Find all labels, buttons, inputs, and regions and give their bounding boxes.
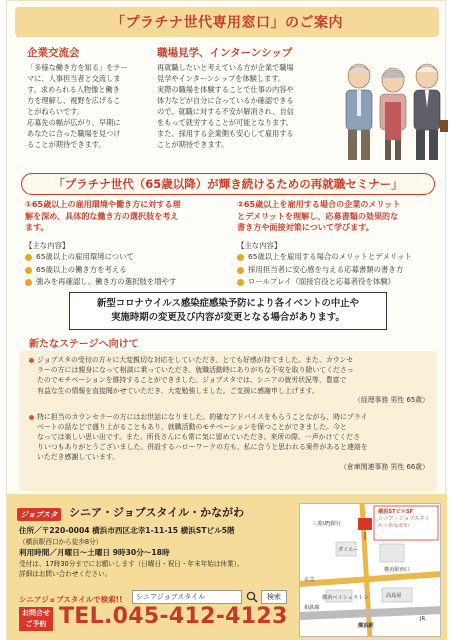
seminar-left-head	[25, 199, 229, 234]
map-label: 京急	[304, 577, 315, 583]
internship-line: 実際の職場を体験することで仕事の内容や	[157, 84, 294, 94]
exchange-title: 企業交流会	[27, 47, 80, 59]
bullet-icon	[237, 267, 244, 274]
access-map	[299, 503, 441, 637]
internship-line: ので、就職に対する不安が解消され、自信	[157, 106, 294, 116]
seminar-title: 「プラチナ世代（65歳以降）が輝き続けるための再就職セミナー」	[53, 177, 403, 191]
testimonial-line: いただき感謝しています。	[37, 453, 120, 462]
map-label: 高島屋	[386, 593, 402, 599]
seminar-head-line: 解を深め、具体的な働き方の選択肢を考え	[25, 210, 179, 221]
internship-line: また、採用する企業側も安心して雇用する	[157, 128, 294, 138]
map-label: ダイエー	[338, 547, 359, 553]
seminar-item-text: 採用担当者に安心感を与える応募書類の書き方	[248, 264, 404, 274]
internship-line: 再就職したいと考えている方が企業で職場	[157, 63, 294, 72]
seminar-head-line: ①65歳以上の雇用環境や働き方に対する理	[25, 199, 181, 209]
seminar-head-line: とデメリットを理解し、応募書類の効果的な	[237, 210, 399, 221]
search-button[interactable]: 検索	[261, 590, 287, 604]
exchange-body	[27, 63, 147, 151]
seminar-left	[25, 199, 229, 289]
exchange-line: あなたに合った職場を見つけ	[27, 128, 121, 138]
internship-title: 職場見学、インターンシップ	[157, 47, 293, 59]
phone-number[interactable]: TEL.045-412-4123	[59, 604, 288, 629]
testimonial-line: ラーの方には親身になって相談に乗っていただき、就職活動時にありがちな不安を取り除いてくださっ	[37, 366, 354, 375]
seminar-left-item	[25, 264, 229, 277]
search-icon[interactable]	[245, 590, 259, 604]
seminar-head-line: 書き方や面接対策について学びます。	[237, 222, 374, 233]
inquiry-badge: お問合せ ご予約	[19, 607, 53, 631]
exchange-line: 応募先の幅が広がり、早期に	[27, 117, 121, 127]
search-prompt: シニアジョブスタイルで検索!!	[19, 595, 123, 604]
map-label: 横浜駅西口	[384, 567, 410, 573]
hours-text: 利用時間／月曜日〜土曜日 9時30分〜18時	[19, 547, 170, 557]
search-input[interactable]: シニアジョブスタイル	[132, 590, 242, 604]
testimonial-line: 特に担当のカウンセラーの方にはお世話になりました。的確なアドバイスをもらうことながら、時にプライ	[37, 412, 368, 421]
bullet-icon	[237, 254, 244, 261]
testimonial-line: りいつもありがとうございました。併設するハローワークの方も、私に合うと思われる案件があると連絡を	[37, 443, 368, 452]
seminar-item-text: 65歳以上の働き方を考える	[36, 264, 127, 274]
testimonial-line: ジョブスタの受付の方々に大変親切な対応をしていただき、とても好感が持てました。また、カウンセ	[37, 356, 354, 364]
map-label: シニア・ジョブスタイル・かながわ	[378, 516, 430, 529]
bullet-icon	[25, 279, 32, 286]
exchange-section	[27, 45, 147, 151]
map-label: 横浜ベイシェラトン	[322, 595, 369, 601]
internship-line: 見学やインターンシップを体験します。	[157, 73, 286, 83]
flyer-page	[6, 0, 446, 640]
map-label: JR	[420, 616, 426, 622]
internship-line: ことが期待できます。	[157, 139, 229, 149]
seminar-left-sub: 【主な内容】	[25, 241, 70, 251]
map-label: 横浜駅	[358, 623, 374, 629]
page-title: 「プラチナ世代専用窓口」のご案内	[111, 15, 343, 31]
seminar-title-box	[21, 173, 435, 195]
covid-notice	[69, 292, 387, 330]
internship-line: 体力などが自分に合っているか確認できる	[157, 95, 294, 105]
contact-info	[19, 525, 291, 579]
testimonial-line: ベートの話などで盛り上がることもあり、就職活動のモチベーションを保つことができました。今と	[37, 422, 347, 431]
note-text: 詳細はお問い合わせください。	[19, 569, 112, 578]
seminar-right-head	[237, 199, 441, 234]
notice-line: 新型コロナウイルス感染症感染予防により各イベントの中止や	[97, 298, 359, 310]
address-text: 住所／〒220-0004 横浜市西区北幸1-11-15 横浜STビル5階	[19, 526, 235, 535]
testimonial-line: なっては楽しい思い出です。また、所長さんにも常に気に留めていただき、来所の際、一声かけてくださ	[37, 432, 361, 441]
seminar-left-item	[25, 276, 229, 289]
seminar-right-item	[237, 251, 441, 264]
map-label: 横浜STビル5F	[378, 509, 414, 515]
exchange-line: とがねらいです。	[27, 106, 84, 116]
bullet-icon	[29, 358, 34, 363]
seminar-item-text: 強みを再確認し、働き方の選択肢を増やす	[36, 277, 177, 287]
senior-man-icon	[346, 64, 372, 160]
seminar-item-text: 65歳以上を雇用する場合のメリットとデメリット	[248, 252, 412, 262]
testimonial-line: 有益な生の情報を直接聞かせていただき、大変勉強しました。ご支援に感謝申し上げます。	[37, 386, 319, 395]
seminar-item-text: ロールプレイ（面接官役と応募者役を体験）	[248, 277, 396, 287]
testimonials-title: 新たなステージへ向けて	[29, 339, 139, 350]
testimonial-2	[29, 412, 429, 463]
access-text: （横浜駅西口から徒歩8分）	[19, 537, 103, 546]
seminar-left-item	[25, 251, 229, 264]
senior-woman-icon	[380, 68, 406, 160]
header-banner	[15, 7, 439, 37]
note-text: 受付は、17時30分までにお願いします（日曜日・祝日・年末年始は休業）。	[19, 559, 244, 568]
exchange-line: 方を理解し、視野を広げるこ	[27, 95, 121, 105]
seminar-right-item	[237, 264, 441, 277]
jobsta-logo: ジョブスタ	[17, 508, 61, 521]
internship-body	[157, 63, 333, 151]
exchange-line: ることが期待できます。	[27, 139, 106, 149]
exchange-line: マに、人事担当者と交流しま	[27, 73, 121, 83]
testimonial-line: たのでモチベーションを維持することができました。ジョブスタでは、シニアの就労状況等、豊富で	[37, 376, 347, 385]
organization-name: シニア・ジョブスタイル・かながわ	[69, 506, 245, 519]
senior-man-suit-icon	[414, 64, 448, 160]
map-label: 三菱UFJ銀行	[312, 521, 342, 527]
bullet-icon	[25, 267, 32, 274]
testimonials-box	[19, 351, 437, 491]
exchange-line: す。求められる人物像と働き	[27, 84, 120, 94]
seminar-right-item	[237, 276, 441, 289]
seminar-item-text: 65歳以上の雇用環境について	[36, 252, 134, 262]
bullet-icon	[237, 279, 244, 286]
map-label: 相鉄線	[304, 605, 320, 611]
internship-section	[157, 45, 333, 151]
seniors-illustration	[337, 56, 449, 166]
seminar-head-line: ②65歳以上を雇用する場合の企業のメリット	[237, 199, 401, 209]
seminar-right-sub: 【主な内容】	[237, 241, 282, 251]
testimonial-1	[29, 355, 429, 396]
notice-line: 実施時期の変更及び内容が変更となる場合があります。	[111, 312, 345, 323]
internship-line: をもって就労することが可能となります。	[157, 117, 293, 127]
testimonial-signature: （倉庫関連事務 男性 66歳）	[340, 462, 429, 471]
bullet-icon	[29, 415, 34, 420]
seminar-right	[237, 199, 441, 289]
exchange-line: 「多様な働き方を知る」をテー	[27, 63, 128, 72]
seminar-head-line: ます。	[25, 222, 49, 233]
bullet-icon	[25, 254, 32, 261]
testimonial-signature: （経理事務 男性 65歳）	[353, 395, 429, 404]
